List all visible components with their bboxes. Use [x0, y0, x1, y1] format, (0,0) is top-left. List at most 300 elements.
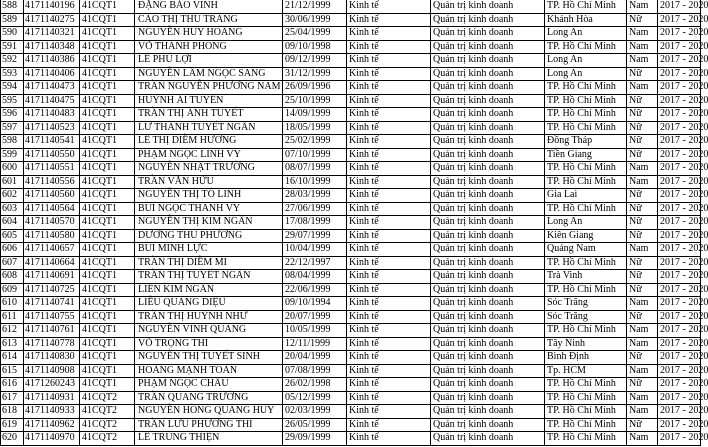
academic-years-cell: 2017 - 2020 — [658, 351, 701, 365]
hometown-cell: Đồng Tháp — [545, 135, 627, 149]
class-code-cell: 41CQT1 — [80, 189, 135, 203]
major-cell: Quản trị kinh doanh — [431, 324, 545, 338]
birth-date-cell: 10/04/1999 — [283, 243, 347, 257]
student-id-cell: 4171140475 — [24, 94, 80, 108]
academic-years-cell: 2017 - 2020 — [658, 202, 701, 216]
student-id-cell: 4171140556 — [24, 175, 80, 189]
student-id-cell: 4171140551 — [24, 162, 80, 176]
student-id-cell: 4171140580 — [24, 229, 80, 243]
birth-date-cell: 30/06/1999 — [283, 13, 347, 27]
hometown-cell: Gia Lai — [545, 189, 627, 203]
full-name-cell: TRẦN THỊ DIỄM MI — [135, 256, 283, 270]
major-cell: Quản trị kinh doanh — [431, 270, 545, 284]
full-name-cell: NGUYỄN THỊ TUYẾT SINH — [135, 351, 283, 365]
hometown-cell: TP. Hồ Chí Minh — [545, 94, 627, 108]
table-row — [1, 0, 701, 13]
faculty-cell: Kinh tế — [347, 364, 431, 378]
table-row — [1, 202, 701, 216]
table-row — [1, 67, 701, 81]
table-row — [1, 135, 701, 149]
gender-cell: Nữ — [627, 94, 658, 108]
gender-cell: Nam — [627, 162, 658, 176]
faculty-cell: Kinh tế — [347, 40, 431, 54]
faculty-cell: Kinh tế — [347, 175, 431, 189]
academic-years-cell: 2017 - 2020 — [658, 243, 701, 257]
row-number-cell: 614 — [1, 351, 24, 365]
academic-years-cell: 2017 - 2020 — [658, 40, 701, 54]
gender-cell: Nam — [627, 81, 658, 95]
row-number-cell: 603 — [1, 202, 24, 216]
major-cell: Quản trị kinh doanh — [431, 216, 545, 230]
birth-date-cell: 05/12/1999 — [283, 391, 347, 405]
major-cell: Quản trị kinh doanh — [431, 108, 545, 122]
birth-date-cell: 25/02/1999 — [283, 135, 347, 149]
faculty-cell: Kinh tế — [347, 378, 431, 392]
major-cell: Quản trị kinh doanh — [431, 405, 545, 419]
full-name-cell: NGUYỄN HỒNG QUANG HUY — [135, 405, 283, 419]
table-row — [1, 364, 701, 378]
row-number-cell: 605 — [1, 229, 24, 243]
faculty-cell: Kinh tế — [347, 0, 431, 13]
birth-date-cell: 09/12/1999 — [283, 54, 347, 68]
full-name-cell: LÊ TRUNG THIỆN — [135, 432, 283, 446]
student-id-cell: 4171140196 — [24, 0, 80, 13]
hometown-cell: Tiền Giang — [545, 148, 627, 162]
class-code-cell: 41CQT1 — [80, 0, 135, 13]
full-name-cell: ĐẶNG BẢO VINH — [135, 0, 283, 13]
faculty-cell: Kinh tế — [347, 13, 431, 27]
birth-date-cell: 25/10/1999 — [283, 94, 347, 108]
academic-years-cell: 2017 - 2020 — [658, 108, 701, 122]
major-cell: Quản trị kinh doanh — [431, 364, 545, 378]
hometown-cell: TP. Hồ Chí Minh — [545, 0, 627, 13]
birth-date-cell: 10/05/1999 — [283, 324, 347, 338]
row-number-cell: 593 — [1, 67, 24, 81]
hometown-cell: Long An — [545, 54, 627, 68]
hometown-cell: TP. Hồ Chí Minh — [545, 378, 627, 392]
class-code-cell: 41CQT1 — [80, 270, 135, 284]
faculty-cell: Kinh tế — [347, 202, 431, 216]
gender-cell: Nữ — [627, 418, 658, 432]
full-name-cell: PHẠM NGỌC CHÂU — [135, 378, 283, 392]
major-cell: Quản trị kinh doanh — [431, 202, 545, 216]
full-name-cell: NGUYỄN VINH QUANG — [135, 324, 283, 338]
class-code-cell: 41CQT1 — [80, 337, 135, 351]
academic-years-cell: 2017 - 2020 — [658, 175, 701, 189]
major-cell: Quản trị kinh doanh — [431, 297, 545, 311]
class-code-cell: 41CQT1 — [80, 216, 135, 230]
full-name-cell: HOÀNG MẠNH TOÀN — [135, 364, 283, 378]
class-code-cell: 41CQT1 — [80, 135, 135, 149]
faculty-cell: Kinh tế — [347, 229, 431, 243]
hometown-cell: Long An — [545, 216, 627, 230]
gender-cell: Nữ — [627, 202, 658, 216]
academic-years-cell: 2017 - 2020 — [658, 297, 701, 311]
student-id-cell: 4171140755 — [24, 310, 80, 324]
major-cell: Quản trị kinh doanh — [431, 378, 545, 392]
table-row — [1, 121, 701, 135]
hometown-cell: TP. Hồ Chí Minh — [545, 405, 627, 419]
faculty-cell: Kinh tế — [347, 108, 431, 122]
birth-date-cell: 22/06/1999 — [283, 283, 347, 297]
full-name-cell: BÙI NGỌC THANH VY — [135, 202, 283, 216]
hometown-cell: TP. Hồ Chí Minh — [545, 418, 627, 432]
gender-cell: Nữ — [627, 108, 658, 122]
full-name-cell: HUỲNH ÁI TUYÊN — [135, 94, 283, 108]
student-id-cell: 4171140570 — [24, 216, 80, 230]
table-row — [1, 391, 701, 405]
major-cell: Quản trị kinh doanh — [431, 13, 545, 27]
full-name-cell: TRẦN THỊ ÁNH TUYẾT — [135, 108, 283, 122]
full-name-cell: TRẦN THỊ HUỲNH NHƯ — [135, 310, 283, 324]
birth-date-cell: 26/09/1996 — [283, 81, 347, 95]
class-code-cell: 41CQT1 — [80, 54, 135, 68]
full-name-cell: LƯ THANH TUYẾT NGÂN — [135, 121, 283, 135]
student-id-cell: 4171140386 — [24, 54, 80, 68]
class-code-cell: 41CQT1 — [80, 324, 135, 338]
table-row — [1, 243, 701, 257]
faculty-cell: Kinh tế — [347, 94, 431, 108]
table-row — [1, 81, 701, 95]
row-number-cell: 618 — [1, 405, 24, 419]
student-id-cell: 4171140321 — [24, 27, 80, 41]
full-name-cell: TRẦN LƯU PHƯƠNG THI — [135, 418, 283, 432]
table-row — [1, 270, 701, 284]
row-number-cell: 617 — [1, 391, 24, 405]
table-row — [1, 256, 701, 270]
table-body — [1, 0, 708, 445]
student-id-cell: 4171140473 — [24, 81, 80, 95]
row-number-cell: 615 — [1, 364, 24, 378]
row-number-cell: 612 — [1, 324, 24, 338]
birth-date-cell: 14/09/1999 — [283, 108, 347, 122]
row-number-cell: 620 — [1, 432, 24, 446]
hometown-cell: TP. Hồ Chí Minh — [545, 391, 627, 405]
birth-date-cell: 09/10/1994 — [283, 297, 347, 311]
major-cell: Quản trị kinh doanh — [431, 243, 545, 257]
faculty-cell: Kinh tế — [347, 216, 431, 230]
row-number-cell: 594 — [1, 81, 24, 95]
academic-years-cell: 2017 - 2020 — [658, 418, 701, 432]
class-code-cell: 41CQT1 — [80, 256, 135, 270]
academic-years-cell: 2017 - 2020 — [658, 378, 701, 392]
table-row — [1, 297, 701, 311]
academic-years-cell: 2017 - 2020 — [658, 310, 701, 324]
hometown-cell: Long An — [545, 27, 627, 41]
gender-cell: Nữ — [627, 216, 658, 230]
student-id-cell: 4171140564 — [24, 202, 80, 216]
table-row — [1, 310, 701, 324]
row-number-cell: 611 — [1, 310, 24, 324]
row-number-cell: 597 — [1, 121, 24, 135]
gender-cell: Nam — [627, 364, 658, 378]
class-code-cell: 41CQT1 — [80, 229, 135, 243]
academic-years-cell: 2017 - 2020 — [658, 13, 701, 27]
academic-years-cell: 2017 - 2020 — [658, 94, 701, 108]
gender-cell: Nam — [627, 243, 658, 257]
faculty-cell: Kinh tế — [347, 81, 431, 95]
class-code-cell: 41CQT1 — [80, 67, 135, 81]
class-code-cell: 41CQT1 — [80, 310, 135, 324]
academic-years-cell: 2017 - 2020 — [658, 324, 701, 338]
major-cell: Quản trị kinh doanh — [431, 391, 545, 405]
row-number-cell: 616 — [1, 378, 24, 392]
table-row — [1, 175, 701, 189]
major-cell: Quản trị kinh doanh — [431, 229, 545, 243]
table-row — [1, 189, 701, 203]
gender-cell: Nữ — [627, 189, 658, 203]
full-name-cell: NGUYỄN NHẬT TRƯỜNG — [135, 162, 283, 176]
faculty-cell: Kinh tế — [347, 391, 431, 405]
faculty-cell: Kinh tế — [347, 297, 431, 311]
full-name-cell: BÙI MINH LỰC — [135, 243, 283, 257]
major-cell: Quản trị kinh doanh — [431, 54, 545, 68]
class-code-cell: 41CQT1 — [80, 351, 135, 365]
table-row — [1, 54, 701, 68]
row-number-cell: 592 — [1, 54, 24, 68]
student-id-cell: 4171140725 — [24, 283, 80, 297]
gender-cell: Nam — [627, 432, 658, 446]
hometown-cell: Trà Vinh — [545, 270, 627, 284]
class-code-cell: 41CQT1 — [80, 94, 135, 108]
table-row — [1, 324, 701, 338]
full-name-cell: LIÊN KIM NGÂN — [135, 283, 283, 297]
student-id-cell: 4171140691 — [24, 270, 80, 284]
student-id-cell: 4171140962 — [24, 418, 80, 432]
faculty-cell: Kinh tế — [347, 121, 431, 135]
faculty-cell: Kinh tế — [347, 351, 431, 365]
gender-cell: Nam — [627, 337, 658, 351]
academic-years-cell: 2017 - 2020 — [658, 54, 701, 68]
faculty-cell: Kinh tế — [347, 148, 431, 162]
table-row — [1, 27, 701, 41]
faculty-cell: Kinh tế — [347, 418, 431, 432]
hometown-cell: TP. Hồ Chí Minh — [545, 283, 627, 297]
student-id-cell: 4171140931 — [24, 391, 80, 405]
gender-cell: Nữ — [627, 283, 658, 297]
row-number-cell: 607 — [1, 256, 24, 270]
birth-date-cell: 09/10/1998 — [283, 40, 347, 54]
faculty-cell: Kinh tế — [347, 405, 431, 419]
hometown-cell: TP. Hồ Chí Minh — [545, 108, 627, 122]
student-id-cell: 4171260243 — [24, 378, 80, 392]
gender-cell: Nam — [627, 405, 658, 419]
hometown-cell: Sóc Trăng — [545, 297, 627, 311]
hometown-cell: Sóc Trăng — [545, 310, 627, 324]
class-code-cell: 41CQT1 — [80, 202, 135, 216]
major-cell: Quản trị kinh doanh — [431, 337, 545, 351]
student-id-cell: 4171140741 — [24, 297, 80, 311]
major-cell: Quản trị kinh doanh — [431, 27, 545, 41]
hometown-cell: Bình Định — [545, 351, 627, 365]
birth-date-cell: 26/05/1999 — [283, 418, 347, 432]
faculty-cell: Kinh tế — [347, 283, 431, 297]
major-cell: Quản trị kinh doanh — [431, 162, 545, 176]
row-number-cell: 590 — [1, 27, 24, 41]
student-id-cell: 4171140970 — [24, 432, 80, 446]
student-id-cell: 4171140908 — [24, 364, 80, 378]
student-id-cell: 4171140664 — [24, 256, 80, 270]
major-cell: Quản trị kinh doanh — [431, 351, 545, 365]
gender-cell: Nữ — [627, 13, 658, 27]
full-name-cell: NGUYỄN THỊ KIM NGÂN — [135, 216, 283, 230]
academic-years-cell: 2017 - 2020 — [658, 229, 701, 243]
full-name-cell: PHẠM NGỌC LINH VY — [135, 148, 283, 162]
row-number-cell: 602 — [1, 189, 24, 203]
academic-years-cell: 2017 - 2020 — [658, 432, 701, 446]
major-cell: Quản trị kinh doanh — [431, 256, 545, 270]
student-id-cell: 4171140830 — [24, 351, 80, 365]
full-name-cell: LIỄU QUANG DIỆU — [135, 297, 283, 311]
major-cell: Quản trị kinh doanh — [431, 148, 545, 162]
full-name-cell: TRẦN NGUYỄN PHƯƠNG NAM — [135, 81, 283, 95]
academic-years-cell: 2017 - 2020 — [658, 121, 701, 135]
hometown-cell: Tp. HCM — [545, 364, 627, 378]
student-id-cell: 4171140657 — [24, 243, 80, 257]
birth-date-cell: 25/04/1999 — [283, 27, 347, 41]
hometown-cell: TP. Hồ Chí Minh — [545, 432, 627, 446]
birth-date-cell: 20/04/1999 — [283, 351, 347, 365]
class-code-cell: 41CQT1 — [80, 81, 135, 95]
class-code-cell: 41CQT1 — [80, 108, 135, 122]
full-name-cell: TRẦN QUANG TRƯỜNG — [135, 391, 283, 405]
row-number-cell: 608 — [1, 270, 24, 284]
student-id-cell: 4171140348 — [24, 40, 80, 54]
table-row — [1, 351, 701, 365]
class-code-cell: 41CQT1 — [80, 243, 135, 257]
full-name-cell: NGUYỄN LÂM NGỌC SANG — [135, 67, 283, 81]
row-number-cell: 600 — [1, 162, 24, 176]
student-id-cell: 4171140406 — [24, 67, 80, 81]
row-number-cell: 596 — [1, 108, 24, 122]
row-number-cell: 591 — [1, 40, 24, 54]
major-cell: Quản trị kinh doanh — [431, 0, 545, 13]
gender-cell: Nữ — [627, 310, 658, 324]
class-code-cell: 41CQT2 — [80, 391, 135, 405]
row-number-cell: 610 — [1, 297, 24, 311]
birth-date-cell: 21/12/1999 — [283, 0, 347, 13]
major-cell: Quản trị kinh doanh — [431, 432, 545, 446]
major-cell: Quản trị kinh doanh — [431, 283, 545, 297]
class-code-cell: 41CQT1 — [80, 175, 135, 189]
table-row — [1, 405, 701, 419]
table-row — [1, 94, 701, 108]
birth-date-cell: 18/05/1999 — [283, 121, 347, 135]
table-row — [1, 229, 701, 243]
class-code-cell: 41CQT1 — [80, 378, 135, 392]
academic-years-cell: 2017 - 2020 — [658, 67, 701, 81]
class-code-cell: 41CQT2 — [80, 432, 135, 446]
full-name-cell: LÊ PHÚ LỢI — [135, 54, 283, 68]
gender-cell: Nam — [627, 40, 658, 54]
major-cell: Quản trị kinh doanh — [431, 135, 545, 149]
hometown-cell: TP. Hồ Chí Minh — [545, 202, 627, 216]
table-row — [1, 432, 701, 446]
gender-cell: Nam — [627, 54, 658, 68]
full-name-cell: DƯƠNG THU PHƯƠNG — [135, 229, 283, 243]
gender-cell: Nữ — [627, 229, 658, 243]
hometown-cell: TP. Hồ Chí Minh — [545, 40, 627, 54]
academic-years-cell: 2017 - 2020 — [658, 405, 701, 419]
class-code-cell: 41CQT2 — [80, 405, 135, 419]
birth-date-cell: 17/08/1999 — [283, 216, 347, 230]
birth-date-cell: 29/09/1999 — [283, 432, 347, 446]
birth-date-cell: 07/08/1999 — [283, 364, 347, 378]
major-cell: Quản trị kinh doanh — [431, 67, 545, 81]
class-code-cell: 41CQT1 — [80, 148, 135, 162]
hometown-cell: Khánh Hòa — [545, 13, 627, 27]
hometown-cell: TP. Hồ Chí Minh — [545, 256, 627, 270]
gender-cell: Nữ — [627, 351, 658, 365]
academic-years-cell: 2017 - 2020 — [658, 364, 701, 378]
academic-years-cell: 2017 - 2020 — [658, 27, 701, 41]
gender-cell: Nam — [627, 0, 658, 13]
faculty-cell: Kinh tế — [347, 256, 431, 270]
major-cell: Quản trị kinh doanh — [431, 310, 545, 324]
gender-cell: Nữ — [627, 121, 658, 135]
gender-cell: Nữ — [627, 270, 658, 284]
row-number-cell: 589 — [1, 13, 24, 27]
birth-date-cell: 27/06/1999 — [283, 202, 347, 216]
student-id-cell: 4171140550 — [24, 148, 80, 162]
birth-date-cell: 22/12/1997 — [283, 256, 347, 270]
class-code-cell: 41CQT1 — [80, 27, 135, 41]
faculty-cell: Kinh tế — [347, 243, 431, 257]
full-name-cell: LÊ THỊ DIỄM HƯƠNG — [135, 135, 283, 149]
student-id-cell: 4171140523 — [24, 121, 80, 135]
hometown-cell: TP. Hồ Chí Minh — [545, 324, 627, 338]
faculty-cell: Kinh tế — [347, 310, 431, 324]
major-cell: Quản trị kinh doanh — [431, 175, 545, 189]
birth-date-cell: 08/04/1999 — [283, 270, 347, 284]
row-number-cell: 598 — [1, 135, 24, 149]
hometown-cell: TP. Hồ Chí Minh — [545, 162, 627, 176]
row-number-cell: 606 — [1, 243, 24, 257]
student-id-cell: 4171140933 — [24, 405, 80, 419]
student-id-cell: 4171140761 — [24, 324, 80, 338]
table-row — [1, 40, 701, 54]
major-cell: Quản trị kinh doanh — [431, 81, 545, 95]
table-row — [1, 283, 701, 297]
faculty-cell: Kinh tế — [347, 27, 431, 41]
faculty-cell: Kinh tế — [347, 135, 431, 149]
gender-cell: Nam — [627, 391, 658, 405]
table-row — [1, 162, 701, 176]
row-number-cell: 595 — [1, 94, 24, 108]
student-id-cell: 4171140541 — [24, 135, 80, 149]
academic-years-cell: 2017 - 2020 — [658, 162, 701, 176]
birth-date-cell: 31/12/1999 — [283, 67, 347, 81]
full-name-cell: CAO THỊ THU TRANG — [135, 13, 283, 27]
class-code-cell: 41CQT1 — [80, 283, 135, 297]
table-row — [1, 216, 701, 230]
hometown-cell: Quảng Nam — [545, 243, 627, 257]
academic-years-cell: 2017 - 2020 — [658, 135, 701, 149]
row-number-cell: 601 — [1, 175, 24, 189]
gender-cell: Nữ — [627, 378, 658, 392]
academic-years-cell: 2017 - 2020 — [658, 216, 701, 230]
class-code-cell: 41CQT1 — [80, 40, 135, 54]
hometown-cell: Kiên Giang — [545, 229, 627, 243]
table-row — [1, 378, 701, 392]
birth-date-cell: 12/11/1999 — [283, 337, 347, 351]
class-code-cell: 41CQT1 — [80, 297, 135, 311]
row-number-cell: 588 — [1, 0, 24, 13]
major-cell: Quản trị kinh doanh — [431, 40, 545, 54]
faculty-cell: Kinh tế — [347, 270, 431, 284]
table-row — [1, 108, 701, 122]
academic-years-cell: 2017 - 2020 — [658, 283, 701, 297]
